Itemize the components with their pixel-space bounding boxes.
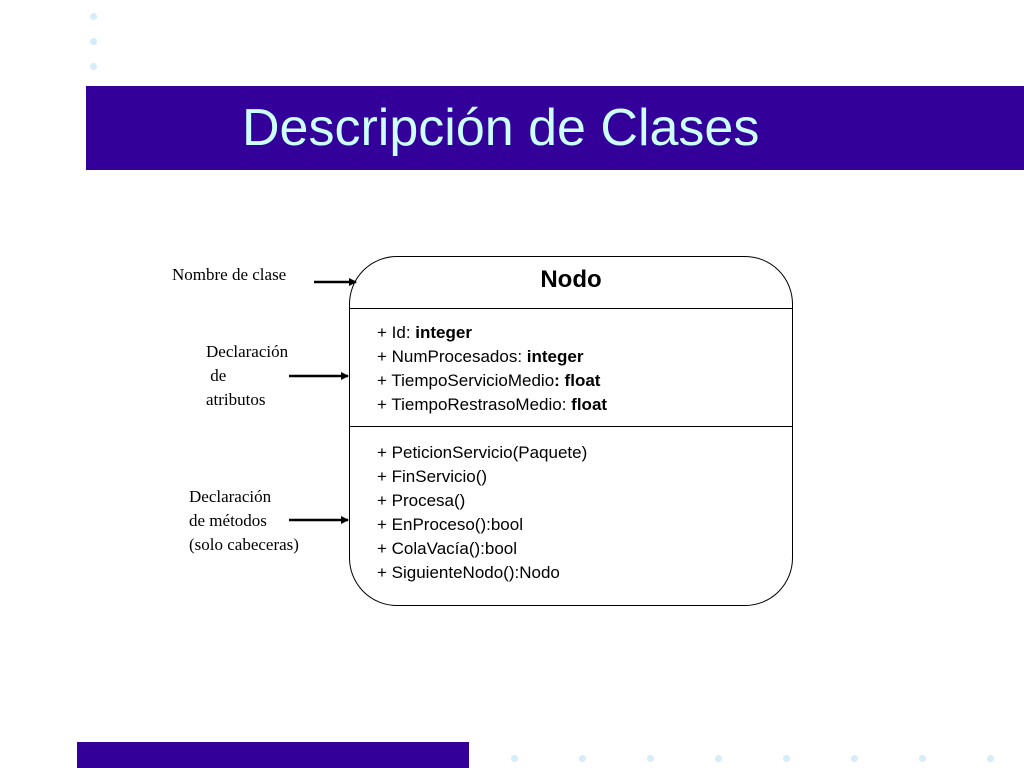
uml-divider-name [350, 308, 792, 309]
decor-dot [715, 755, 722, 762]
decor-dot [579, 755, 586, 762]
uml-method: + PeticionServicio(Paquete) [377, 443, 588, 462]
uml-attribute-name: + TiempoRestrasoMedio: [377, 395, 572, 414]
uml-divider-attributes [350, 426, 792, 427]
uml-attribute [377, 345, 607, 369]
uml-attribute-type: float [571, 395, 608, 414]
class-name-label: Nombre de clase [172, 265, 287, 284]
uml-attribute [377, 369, 607, 393]
uml-method-list [377, 441, 587, 585]
uml-method: + Procesa() [377, 491, 466, 510]
bottom-bar [77, 742, 469, 768]
uml-method: + FinServicio() [377, 467, 488, 486]
attributes-label: Declaración de atributos [206, 342, 289, 409]
uml-attribute-name: + NumProcesados: [377, 347, 527, 366]
uml-attribute [377, 321, 607, 345]
uml-method: + SiguienteNodo():Nodo [377, 563, 560, 582]
uml-method: + EnProceso():bool [377, 515, 523, 534]
uml-attribute [377, 393, 607, 417]
uml-class-name: Nodo [540, 266, 602, 293]
decor-dot [783, 755, 790, 762]
uml-class-box [349, 256, 793, 606]
decor-dot [919, 755, 926, 762]
decor-dot [511, 755, 518, 762]
uml-attribute-name: + TiempoServicioMedio [377, 371, 555, 390]
uml-attribute-type: integer [415, 323, 472, 342]
decor-dot [647, 755, 654, 762]
decor-dot [987, 755, 994, 762]
uml-attribute-list [377, 321, 607, 417]
uml-attribute-name: + Id: [377, 323, 416, 342]
uml-method: + ColaVacía():bool [377, 539, 518, 558]
uml-attribute-type: : float [554, 371, 601, 390]
page-title: Descripción de Clases [242, 99, 760, 157]
uml-attribute-type: integer [526, 347, 584, 366]
decor-dot [851, 755, 858, 762]
methods-label: Declaración de métodos (solo cabeceras) [189, 487, 299, 554]
